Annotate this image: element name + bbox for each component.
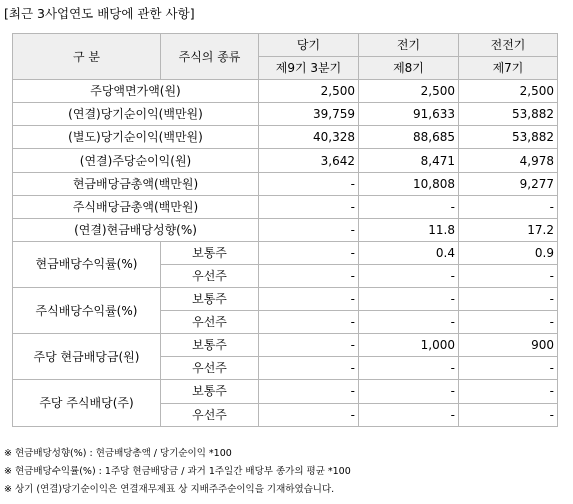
cell-value: 9,277 [459, 172, 558, 195]
header-period: 당기 [259, 34, 359, 57]
cell-value: 2,500 [459, 80, 558, 103]
header-period-sub: 제9기 3분기 [259, 57, 359, 80]
cell-value: 2,500 [359, 80, 459, 103]
table-row [13, 288, 558, 311]
table-row [13, 218, 558, 241]
group-label: 주식배당수익률(%) [13, 288, 161, 334]
row-label: 주당액면가액(원) [13, 80, 259, 103]
stock-type: 보통주 [161, 288, 259, 311]
footnotes [4, 445, 351, 499]
footnote: ※ 현금배당수익률(%) : 1주당 현금배당금 / 과거 1주일간 배당부 종가의 평균 *100 [4, 466, 351, 477]
cell-value: - [259, 357, 359, 380]
cell-value: 11.8 [359, 218, 459, 241]
table-row [13, 80, 558, 103]
header-period: 전기 [359, 34, 459, 57]
stock-type: 우선주 [161, 357, 259, 380]
group-label: 주당 현금배당금(원) [13, 334, 161, 380]
footnote: ※ 상기 (연결)당기순이익은 연결재무제표 상 지배주주순이익을 기재하였습니다. [4, 484, 335, 495]
cell-value: 8,471 [359, 149, 459, 172]
row-label: 현금배당금총액(백만원) [13, 172, 259, 195]
header-period-sub: 제7기 [459, 57, 558, 80]
cell-value: - [359, 403, 459, 426]
header-stock-type: 주식의 종류 [161, 34, 259, 80]
table-row [13, 380, 558, 403]
cell-value: 88,685 [359, 126, 459, 149]
cell-value: 1,000 [359, 334, 459, 357]
header-row [13, 34, 558, 57]
cell-value: 91,633 [359, 103, 459, 126]
cell-value: 17.2 [459, 218, 558, 241]
cell-value: 2,500 [259, 80, 359, 103]
table-row [13, 172, 558, 195]
header-period-sub: 제8기 [359, 57, 459, 80]
group-label: 현금배당수익률(%) [13, 241, 161, 287]
stock-type: 보통주 [161, 380, 259, 403]
cell-value: - [459, 403, 558, 426]
cell-value: 39,759 [259, 103, 359, 126]
table-row [13, 149, 558, 172]
row-label: (별도)당기순이익(백만원) [13, 126, 259, 149]
cell-value: - [459, 357, 558, 380]
cell-value: - [359, 357, 459, 380]
cell-value: - [259, 172, 359, 195]
cell-value: - [259, 403, 359, 426]
cell-value: - [259, 380, 359, 403]
header-category: 구 분 [13, 34, 161, 80]
cell-value: - [459, 264, 558, 287]
cell-value: - [259, 311, 359, 334]
cell-value: - [459, 288, 558, 311]
stock-type: 우선주 [161, 311, 259, 334]
cell-value: - [259, 218, 359, 241]
cell-value: - [359, 264, 459, 287]
row-label: (연결)주당순이익(원) [13, 149, 259, 172]
footnote: ※ 현금배당성향(%) : 현금배당총액 / 당기순이익 *100 [4, 448, 232, 459]
cell-value: - [259, 264, 359, 287]
cell-value: 900 [459, 334, 558, 357]
table-row [13, 103, 558, 126]
cell-value: - [459, 195, 558, 218]
section-title: [최근 3사업연도 배당에 관한 사항] [4, 6, 195, 21]
cell-value: 10,808 [359, 172, 459, 195]
cell-value: - [359, 380, 459, 403]
header-period: 전전기 [459, 34, 558, 57]
cell-value: 0.9 [459, 241, 558, 264]
cell-value: - [359, 311, 459, 334]
row-label: 주식배당금총액(백만원) [13, 195, 259, 218]
cell-value: - [259, 334, 359, 357]
cell-value: - [359, 195, 459, 218]
table-row [13, 126, 558, 149]
cell-value: 53,882 [459, 126, 558, 149]
cell-value: - [259, 195, 359, 218]
group-label: 주당 주식배당(주) [13, 380, 161, 426]
table-row [13, 241, 558, 264]
cell-value: 3,642 [259, 149, 359, 172]
cell-value: - [359, 288, 459, 311]
stock-type: 보통주 [161, 241, 259, 264]
stock-type: 우선주 [161, 403, 259, 426]
table-row [13, 334, 558, 357]
dividend-table [12, 33, 558, 427]
cell-value: - [259, 241, 359, 264]
cell-value: 53,882 [459, 103, 558, 126]
row-label: (연결)당기순이익(백만원) [13, 103, 259, 126]
stock-type: 우선주 [161, 264, 259, 287]
stock-type: 보통주 [161, 334, 259, 357]
row-label: (연결)현금배당성향(%) [13, 218, 259, 241]
cell-value: - [459, 311, 558, 334]
cell-value: 4,978 [459, 149, 558, 172]
cell-value: 40,328 [259, 126, 359, 149]
cell-value: 0.4 [359, 241, 459, 264]
cell-value: - [259, 288, 359, 311]
table-row [13, 195, 558, 218]
cell-value: - [459, 380, 558, 403]
